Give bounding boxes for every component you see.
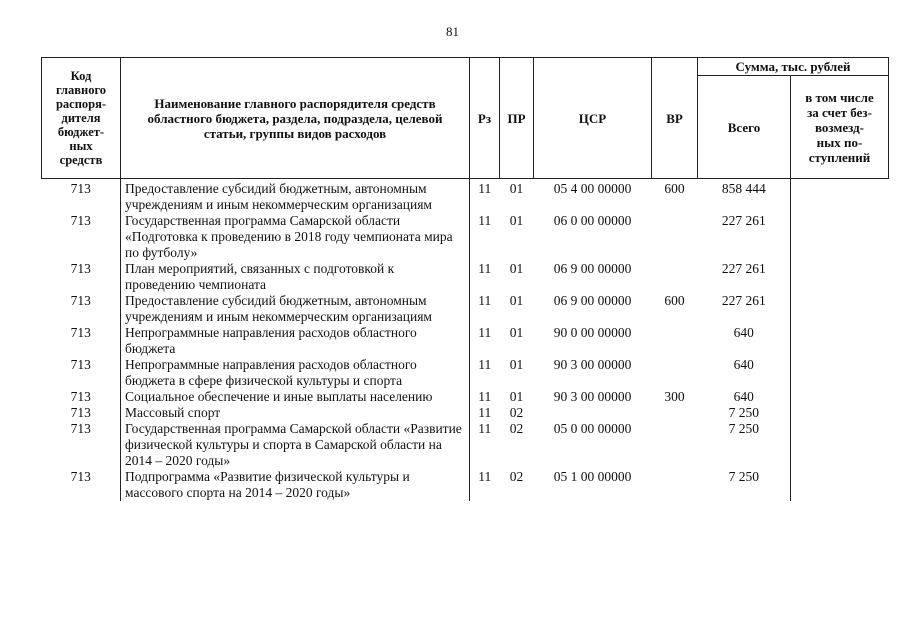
row-csr: 06 0 00 00000 xyxy=(553,213,632,228)
row-vr: 300 xyxy=(664,389,685,404)
table-row xyxy=(42,213,889,261)
row-name: Социальное обеспечение и иные выплаты населению xyxy=(121,389,470,405)
row-rz: 11 xyxy=(478,389,492,404)
header-csr: ЦСР xyxy=(534,58,652,179)
table-header xyxy=(42,58,889,179)
row-pr: 01 xyxy=(509,181,524,196)
table-row xyxy=(42,389,889,405)
row-free xyxy=(791,389,889,405)
page-number: 81 xyxy=(446,24,459,39)
row-vr xyxy=(652,469,698,501)
budget-table-wrapper xyxy=(41,57,889,501)
row-pr: 02 xyxy=(509,421,524,436)
row-free xyxy=(791,325,889,357)
row-free xyxy=(791,469,889,501)
header-code: Код главного распоря- дителя бюджет- ных средств xyxy=(42,58,121,179)
header-vr: ВР xyxy=(652,58,698,179)
row-vr: 600 xyxy=(664,293,685,308)
row-pr: 01 xyxy=(509,389,524,404)
row-free xyxy=(791,179,889,214)
row-total: 227 261 xyxy=(721,261,766,276)
header-sum: Сумма, тыс. рублей xyxy=(698,58,889,76)
row-free xyxy=(791,357,889,389)
row-rz: 11 xyxy=(478,421,492,436)
row-total: 858 444 xyxy=(721,181,766,196)
row-name: Подпрограмма «Развитие физической культуры и массового спорта на 2014 – 2020 годы» xyxy=(121,469,470,501)
table-row xyxy=(42,325,889,357)
row-csr: 05 0 00 00000 xyxy=(553,421,632,436)
table-row xyxy=(42,357,889,389)
row-code: 713 xyxy=(42,357,121,389)
row-pr: 02 xyxy=(509,405,524,420)
row-code: 713 xyxy=(42,469,121,501)
row-code: 713 xyxy=(42,213,121,261)
row-free xyxy=(791,261,889,293)
table-row xyxy=(42,179,889,214)
row-free xyxy=(791,421,889,469)
row-code: 713 xyxy=(42,421,121,469)
row-csr: 90 3 00 00000 xyxy=(553,389,632,404)
row-rz: 11 xyxy=(478,261,492,276)
row-pr: 01 xyxy=(509,293,524,308)
row-total: 640 xyxy=(733,325,754,340)
row-csr xyxy=(534,405,652,421)
row-total: 7 250 xyxy=(728,469,759,484)
row-name: Предоставление субсидий бюджетным, автономным учреждениям и иным некоммерческим организациям xyxy=(121,293,470,325)
row-total: 7 250 xyxy=(728,405,759,420)
row-total: 640 xyxy=(733,357,754,372)
row-pr: 02 xyxy=(509,469,524,484)
row-csr: 90 3 00 00000 xyxy=(553,357,632,372)
row-vr xyxy=(652,421,698,469)
row-total: 640 xyxy=(733,389,754,404)
row-rz: 11 xyxy=(478,293,492,308)
row-name: Непрограммные направления расходов областного бюджета xyxy=(121,325,470,357)
row-code: 713 xyxy=(42,261,121,293)
header-rz: Рз xyxy=(470,58,500,179)
row-rz: 11 xyxy=(478,325,492,340)
row-total: 227 261 xyxy=(721,293,766,308)
row-pr: 01 xyxy=(509,325,524,340)
row-total: 227 261 xyxy=(721,213,766,228)
row-vr xyxy=(652,357,698,389)
header-pr: ПР xyxy=(500,58,534,179)
table-row xyxy=(42,293,889,325)
header-total: Всего xyxy=(698,76,791,179)
row-csr: 05 1 00 00000 xyxy=(553,469,632,484)
row-total: 7 250 xyxy=(728,421,759,436)
row-pr: 01 xyxy=(509,261,524,276)
row-name: План мероприятий, связанных с подготовкой к проведению чемпионата xyxy=(121,261,470,293)
row-code: 713 xyxy=(42,293,121,325)
row-csr: 06 9 00 00000 xyxy=(553,293,632,308)
row-name: Непрограммные направления расходов областного бюджета в сфере физической культуры и спорта xyxy=(121,357,470,389)
table-row xyxy=(42,405,889,421)
row-vr xyxy=(652,325,698,357)
row-vr: 600 xyxy=(664,181,685,196)
row-rz: 11 xyxy=(478,405,492,420)
row-pr: 01 xyxy=(509,213,524,228)
row-csr: 05 4 00 00000 xyxy=(553,181,632,196)
row-rz: 11 xyxy=(478,469,492,484)
row-name: Государственная программа Самарской области «Подготовка к проведению в 2018 году чемпионата мира по футболу» xyxy=(121,213,470,261)
row-rz: 11 xyxy=(478,181,492,196)
header-name: Наименование главного распорядителя средств областного бюджета, раздела, подраздела, целевой статьи, группы видов расходов xyxy=(121,58,470,179)
row-name: Государственная программа Самарской области «Развитие физической культуры и спорта в Самарской области на 2014 – 2020 годы» xyxy=(121,421,470,469)
row-vr xyxy=(652,213,698,261)
row-code: 713 xyxy=(42,179,121,214)
row-rz: 11 xyxy=(478,357,492,372)
budget-table xyxy=(41,57,889,501)
header-free: в том числе за счет без- возмезд- ных по- ступлений xyxy=(791,76,889,179)
table-row xyxy=(42,261,889,293)
row-free xyxy=(791,213,889,261)
row-vr xyxy=(652,405,698,421)
row-free xyxy=(791,293,889,325)
row-rz: 11 xyxy=(478,213,492,228)
row-code: 713 xyxy=(42,389,121,405)
table-body xyxy=(42,179,889,502)
row-csr: 06 9 00 00000 xyxy=(553,261,632,276)
row-free xyxy=(791,405,889,421)
table-row xyxy=(42,421,889,469)
row-code: 713 xyxy=(42,325,121,357)
row-name: Предоставление субсидий бюджетным, автономным учреждениям и иным некоммерческим организациям xyxy=(121,179,470,214)
row-code: 713 xyxy=(42,405,121,421)
row-pr: 01 xyxy=(509,357,524,372)
row-name: Массовый спорт xyxy=(121,405,470,421)
row-csr: 90 0 00 00000 xyxy=(553,325,632,340)
row-vr xyxy=(652,261,698,293)
table-row xyxy=(42,469,889,501)
